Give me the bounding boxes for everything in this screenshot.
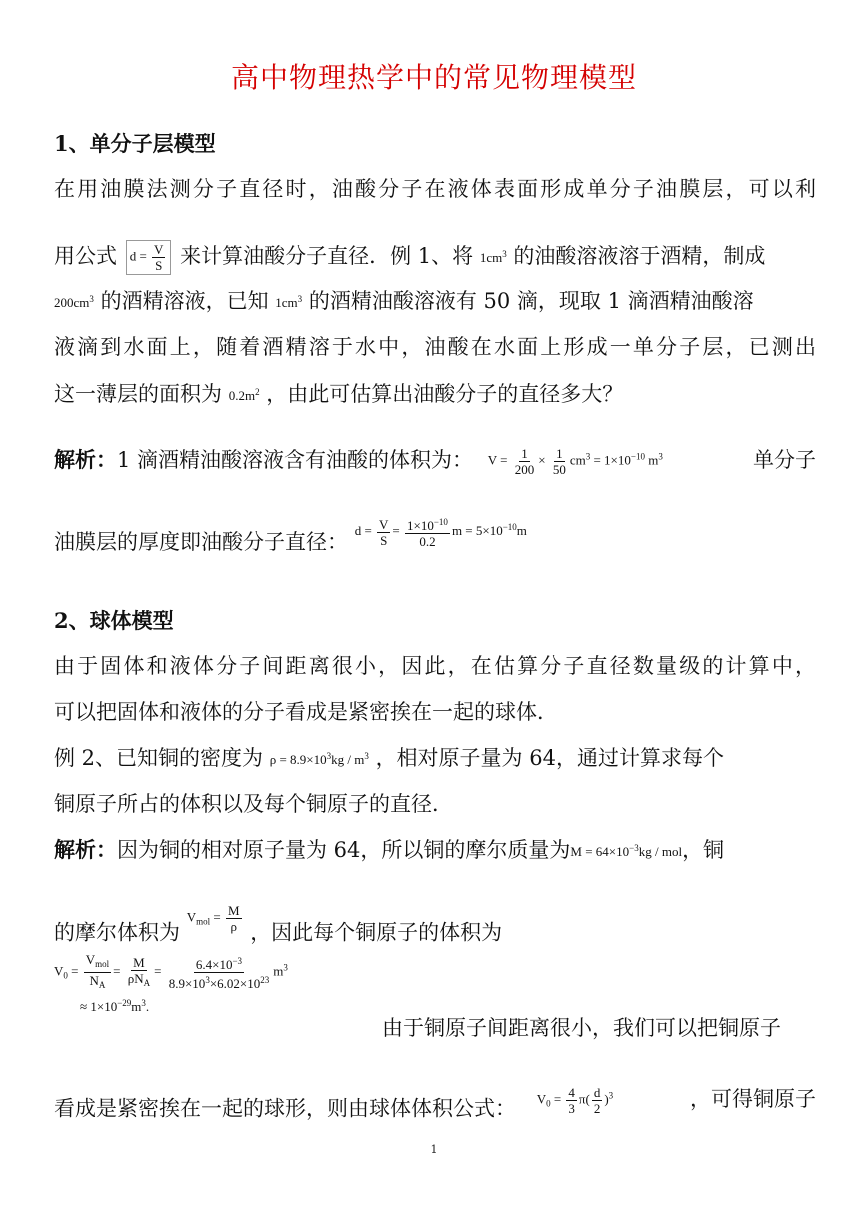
formula-sphere-volume: $V_0$ = $\frac{4}{3}$ π( $\frac{d}{2}$ )$^3$	[536, 1085, 614, 1116]
section-2-heading: 2、球体模型	[54, 608, 174, 633]
answer-line	[54, 1085, 816, 1122]
formula-atom-volume: $V_0$ = $\frac{V_{mol}}{N_A}$ = $\frac{M}{\rho N_A}$ = $\frac{6.4\times 10^{-3}}{8.9\times 10^3\times 6.02\times 10^{23}}$ $m^3$ ≈ $1\times 10^{-29}m^3$.	[54, 952, 288, 1014]
text-span: ，因此每个铜原子的体积为	[250, 920, 503, 945]
answer-line	[54, 446, 816, 477]
text-span: 油膜层的厚度即油酸分子直径：	[54, 529, 348, 554]
text-span: ，铜	[682, 838, 725, 862]
paragraph-line: 可以把固体和液体的分子看成是紧密挨在一起的球体．	[54, 700, 558, 724]
text-span: 看成是紧密挨在一起的球形，则由球体体积公式：	[54, 1096, 516, 1121]
answer-line: 由于铜原子间距离很小，我们可以把铜原子	[382, 1016, 781, 1040]
answer-line	[54, 515, 527, 556]
paragraph-line	[54, 287, 754, 315]
formula-molar-mass: $M = 64\times 10^{-3}kg$ / mol	[570, 842, 683, 859]
formula-1cm3: $1cm^3$	[275, 293, 303, 310]
formula-volume: V = $\frac{1}{200}$ × $\frac{1}{50}$ $cm^3 = 1\times 10^{-10}$ $m^3$	[487, 446, 663, 477]
formula-diameter: d = $\frac{V}{S}$ = $\frac{1\times 10^{-10}}{0.2}$ $m = 5\times 10^{-10}m$	[354, 516, 527, 549]
section-1-heading: 1、单分子层模型	[54, 131, 216, 156]
text-span: ，由此可估算出油酸分子的直径多大？	[266, 382, 624, 406]
formula-d-v-over-s: d = $\frac{V}{S}$	[126, 240, 172, 275]
text-span: 的油酸溶液溶于酒精，制成	[513, 244, 766, 268]
paragraph-line: 液滴到水面上，随着酒精溶于水中，油酸在水面上形成一单分子层，已测出	[54, 335, 816, 359]
answer-line	[54, 836, 724, 864]
paragraph-line: 铜原子所占的体积以及每个铜原子的直径．	[54, 792, 453, 816]
formula-1cm3: $1cm^3$	[479, 248, 507, 265]
paragraph-line	[54, 380, 623, 408]
page-number: 1	[430, 1143, 438, 1156]
paragraph-line: 在用油膜法测分子直径时，油酸分子在液体表面形成单分子油膜层，可以利	[54, 177, 816, 201]
formula-density: $\rho = 8.9\times 10^3kg / m^3$	[269, 750, 369, 767]
text-span: ，可得铜原子	[690, 1087, 816, 1111]
formula-area: $0.2m^2$	[228, 386, 260, 403]
paragraph-line	[54, 744, 724, 772]
answer-label: 解析：	[54, 447, 117, 472]
formula-molar-volume: $V_{mol}$ = $\frac{M}{\rho}$	[186, 903, 240, 934]
text-span: 的酒精油酸溶液有 50 滴，现取 1 滴酒精油酸溶	[308, 289, 754, 313]
text-span: 来计算油酸分子直径．例 1、将	[180, 244, 474, 268]
answer-label: 解析：	[54, 837, 117, 862]
text-span: 1 滴酒精油酸溶液含有油酸的体积为：	[117, 448, 474, 472]
text-span: 因为铜的相对原子量为 64，所以铜的摩尔质量为	[117, 838, 571, 862]
text-span: 用公式	[54, 244, 117, 268]
text-span: 例 2、已知铜的密度为	[54, 746, 264, 770]
text-span: 单分子	[753, 448, 816, 472]
formula-200cm3: $200cm^3$	[54, 293, 94, 310]
paragraph-line	[54, 240, 765, 275]
text-span: 的摩尔体积为	[54, 920, 180, 945]
page-title: 高中物理热学中的常见物理模型	[230, 61, 637, 94]
text-span: ，相对原子量为 64，通过计算求每个	[375, 746, 724, 770]
answer-line	[54, 903, 502, 946]
text-span: 的酒精溶液，已知	[100, 289, 269, 313]
text-span: 这一薄层的面积为	[54, 382, 222, 406]
paragraph-line: 由于固体和液体分子间距离很小，因此，在估算分子直径数量级的计算中，	[54, 654, 816, 678]
